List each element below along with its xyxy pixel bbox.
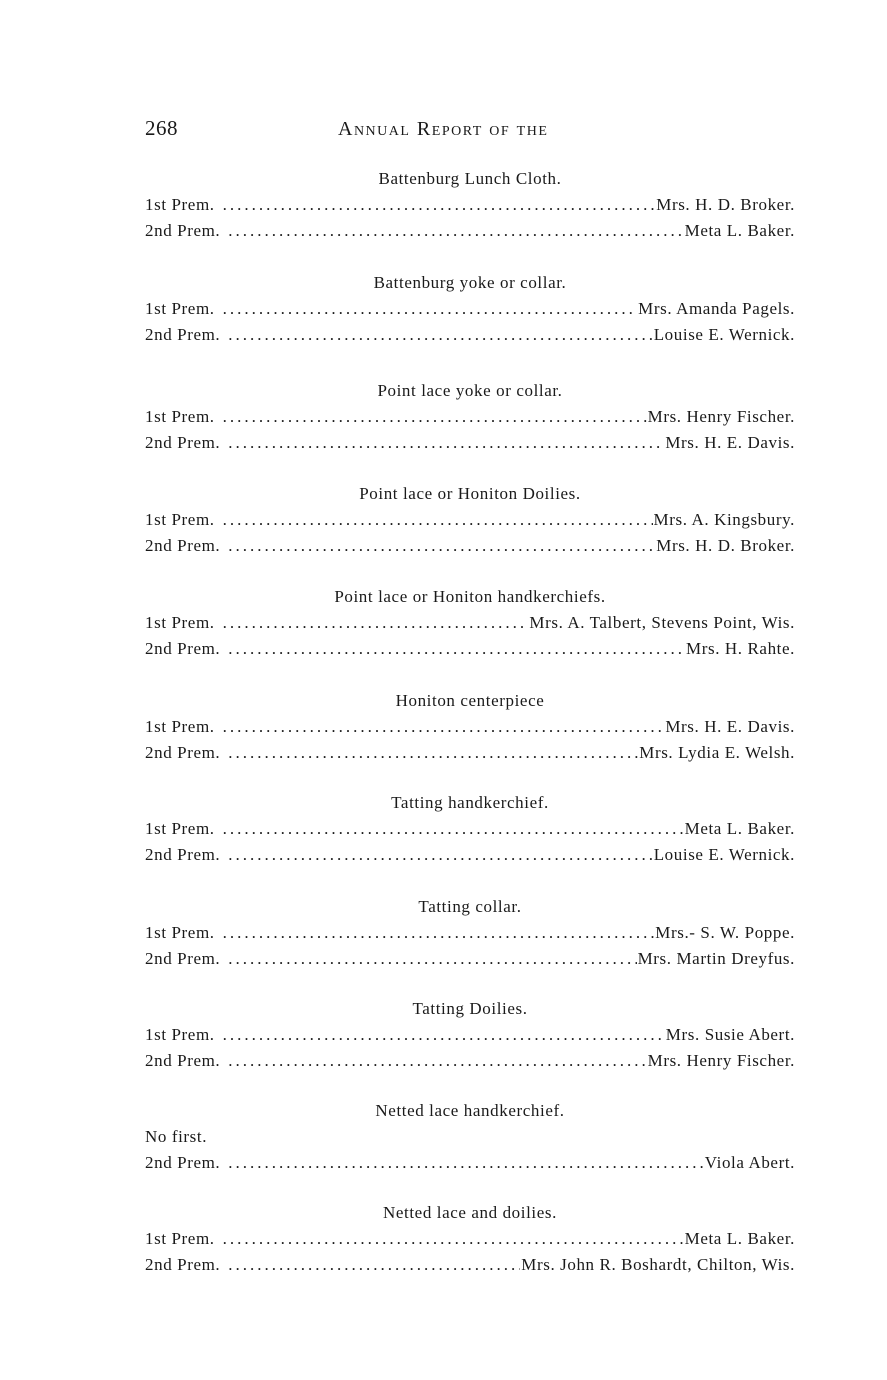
award-entry (145, 1226, 795, 1252)
winner-name: Louise E. Wernick. (653, 325, 795, 344)
premium-label: 2nd Prem. (145, 1255, 221, 1274)
dot-leader (228, 533, 655, 559)
premium-label: 2nd Prem. (145, 845, 221, 864)
section-title: Point lace or Honiton Doilies. (359, 484, 581, 503)
premium-label: 2nd Prem. (145, 221, 221, 240)
dot-leader (228, 218, 683, 244)
winner-name: Mrs. H. E. Davis. (665, 717, 795, 736)
award-section (145, 270, 795, 348)
award-entry (145, 322, 795, 348)
dot-leader (223, 192, 656, 218)
award-entry (145, 533, 795, 559)
award-entry (145, 296, 795, 322)
winner-name: Mrs. H. E. Davis. (665, 433, 795, 452)
dot-leader (223, 920, 655, 946)
award-section (145, 378, 795, 456)
premium-label: 1st Prem. (145, 1025, 215, 1044)
premium-label: 1st Prem. (145, 613, 215, 632)
premium-label: 2nd Prem. (145, 536, 221, 555)
award-section (145, 688, 795, 766)
premium-label: 1st Prem. (145, 1229, 215, 1248)
winner-name: Mrs. A. Kingsbury. (653, 510, 795, 529)
award-entry (145, 430, 795, 456)
premium-label: 1st Prem. (145, 510, 215, 529)
section-title: Tatting Doilies. (412, 999, 528, 1018)
award-section (145, 1098, 795, 1176)
award-entry (145, 740, 795, 766)
winner-name: Mrs. H. D. Broker. (656, 195, 795, 214)
award-entry (145, 816, 795, 842)
award-section (145, 584, 795, 662)
dot-leader (223, 816, 684, 842)
section-title: Battenburg yoke or collar. (373, 273, 567, 292)
award-section (145, 894, 795, 972)
dot-leader (228, 740, 638, 766)
award-section (145, 790, 795, 868)
award-entry (145, 636, 795, 662)
dot-leader (228, 842, 652, 868)
premium-label: 1st Prem. (145, 195, 215, 214)
winner-name: Mrs.- S. W. Poppe. (655, 923, 795, 942)
award-entry (145, 507, 795, 533)
award-entry (145, 1022, 795, 1048)
premium-label: 2nd Prem. (145, 433, 221, 452)
dot-leader (228, 322, 652, 348)
premium-label: 1st Prem. (145, 407, 215, 426)
award-entry (145, 714, 795, 740)
section-title: Battenburg Lunch Cloth. (378, 169, 562, 188)
section-title: Point lace yoke or collar. (377, 381, 563, 400)
award-entry (145, 1048, 795, 1074)
winner-name: Mrs. Henry Fischer. (647, 407, 795, 426)
premium-label: 1st Prem. (145, 717, 215, 736)
winner-name: Meta L. Baker. (684, 1229, 795, 1248)
winner-name: Louise E. Wernick. (653, 845, 795, 864)
award-section (145, 166, 795, 244)
award-entry (145, 920, 795, 946)
premium-label: 1st Prem. (145, 819, 215, 838)
winner-name: Mrs. John R. Boshardt, Chilton, Wis. (521, 1255, 795, 1274)
winner-name: Mrs. H. Rahte. (686, 639, 795, 658)
award-entry (145, 404, 795, 430)
award-entry (145, 946, 795, 972)
page-number: 268 (145, 116, 178, 140)
premium-label: 2nd Prem. (145, 1051, 221, 1070)
dot-leader (228, 1252, 520, 1278)
dot-leader (223, 714, 665, 740)
premium-label: 2nd Prem. (145, 639, 221, 658)
winner-name: Mrs. Martin Dreyfus. (637, 949, 795, 968)
premium-label: 2nd Prem. (145, 325, 221, 344)
winner-name: Meta L. Baker. (684, 221, 795, 240)
section-title: Tatting handkerchief. (391, 793, 549, 812)
winner-name: Mrs. Susie Abert. (665, 1025, 795, 1044)
section-title: Tatting collar. (418, 897, 522, 916)
dot-leader (223, 404, 647, 430)
award-entry (145, 192, 795, 218)
dot-leader (223, 507, 653, 533)
award-entry (145, 842, 795, 868)
winner-name: Meta L. Baker. (684, 819, 795, 838)
section-title: Netted lace handkerchief. (375, 1101, 565, 1120)
dot-leader (228, 430, 664, 456)
section-note: No first. (145, 1127, 208, 1146)
section-title: Netted lace and doilies. (383, 1203, 557, 1222)
dot-leader (228, 946, 636, 972)
premium-label: 1st Prem. (145, 923, 215, 942)
winner-name: Mrs. H. D. Broker. (656, 536, 795, 555)
dot-leader (223, 296, 638, 322)
section-title: Point lace or Honiton handkerchiefs. (334, 587, 606, 606)
award-section (145, 481, 795, 559)
award-section (145, 1200, 795, 1278)
dot-leader (223, 610, 529, 636)
running-title: Annual Report of the (338, 118, 549, 140)
award-entry (145, 218, 795, 244)
winner-name: Mrs. A. Talbert, Stevens Point, Wis. (529, 613, 795, 632)
award-entry (145, 1150, 795, 1176)
page-header (145, 116, 795, 146)
premium-label: 2nd Prem. (145, 949, 221, 968)
dot-leader (223, 1022, 665, 1048)
premium-label: 2nd Prem. (145, 1153, 221, 1172)
winner-name: Mrs. Lydia E. Welsh. (639, 743, 795, 762)
dot-leader (228, 636, 685, 662)
award-entry (145, 1252, 795, 1278)
dot-leader (228, 1150, 703, 1176)
premium-label: 2nd Prem. (145, 743, 221, 762)
section-title: Honiton centerpiece (395, 691, 545, 710)
award-entry (145, 610, 795, 636)
winner-name: Viola Abert. (704, 1153, 795, 1172)
award-section (145, 996, 795, 1074)
dot-leader (228, 1048, 646, 1074)
winner-name: Mrs. Amanda Pagels. (638, 299, 795, 318)
winner-name: Mrs. Henry Fischer. (647, 1051, 795, 1070)
dot-leader (223, 1226, 684, 1252)
premium-label: 1st Prem. (145, 299, 215, 318)
